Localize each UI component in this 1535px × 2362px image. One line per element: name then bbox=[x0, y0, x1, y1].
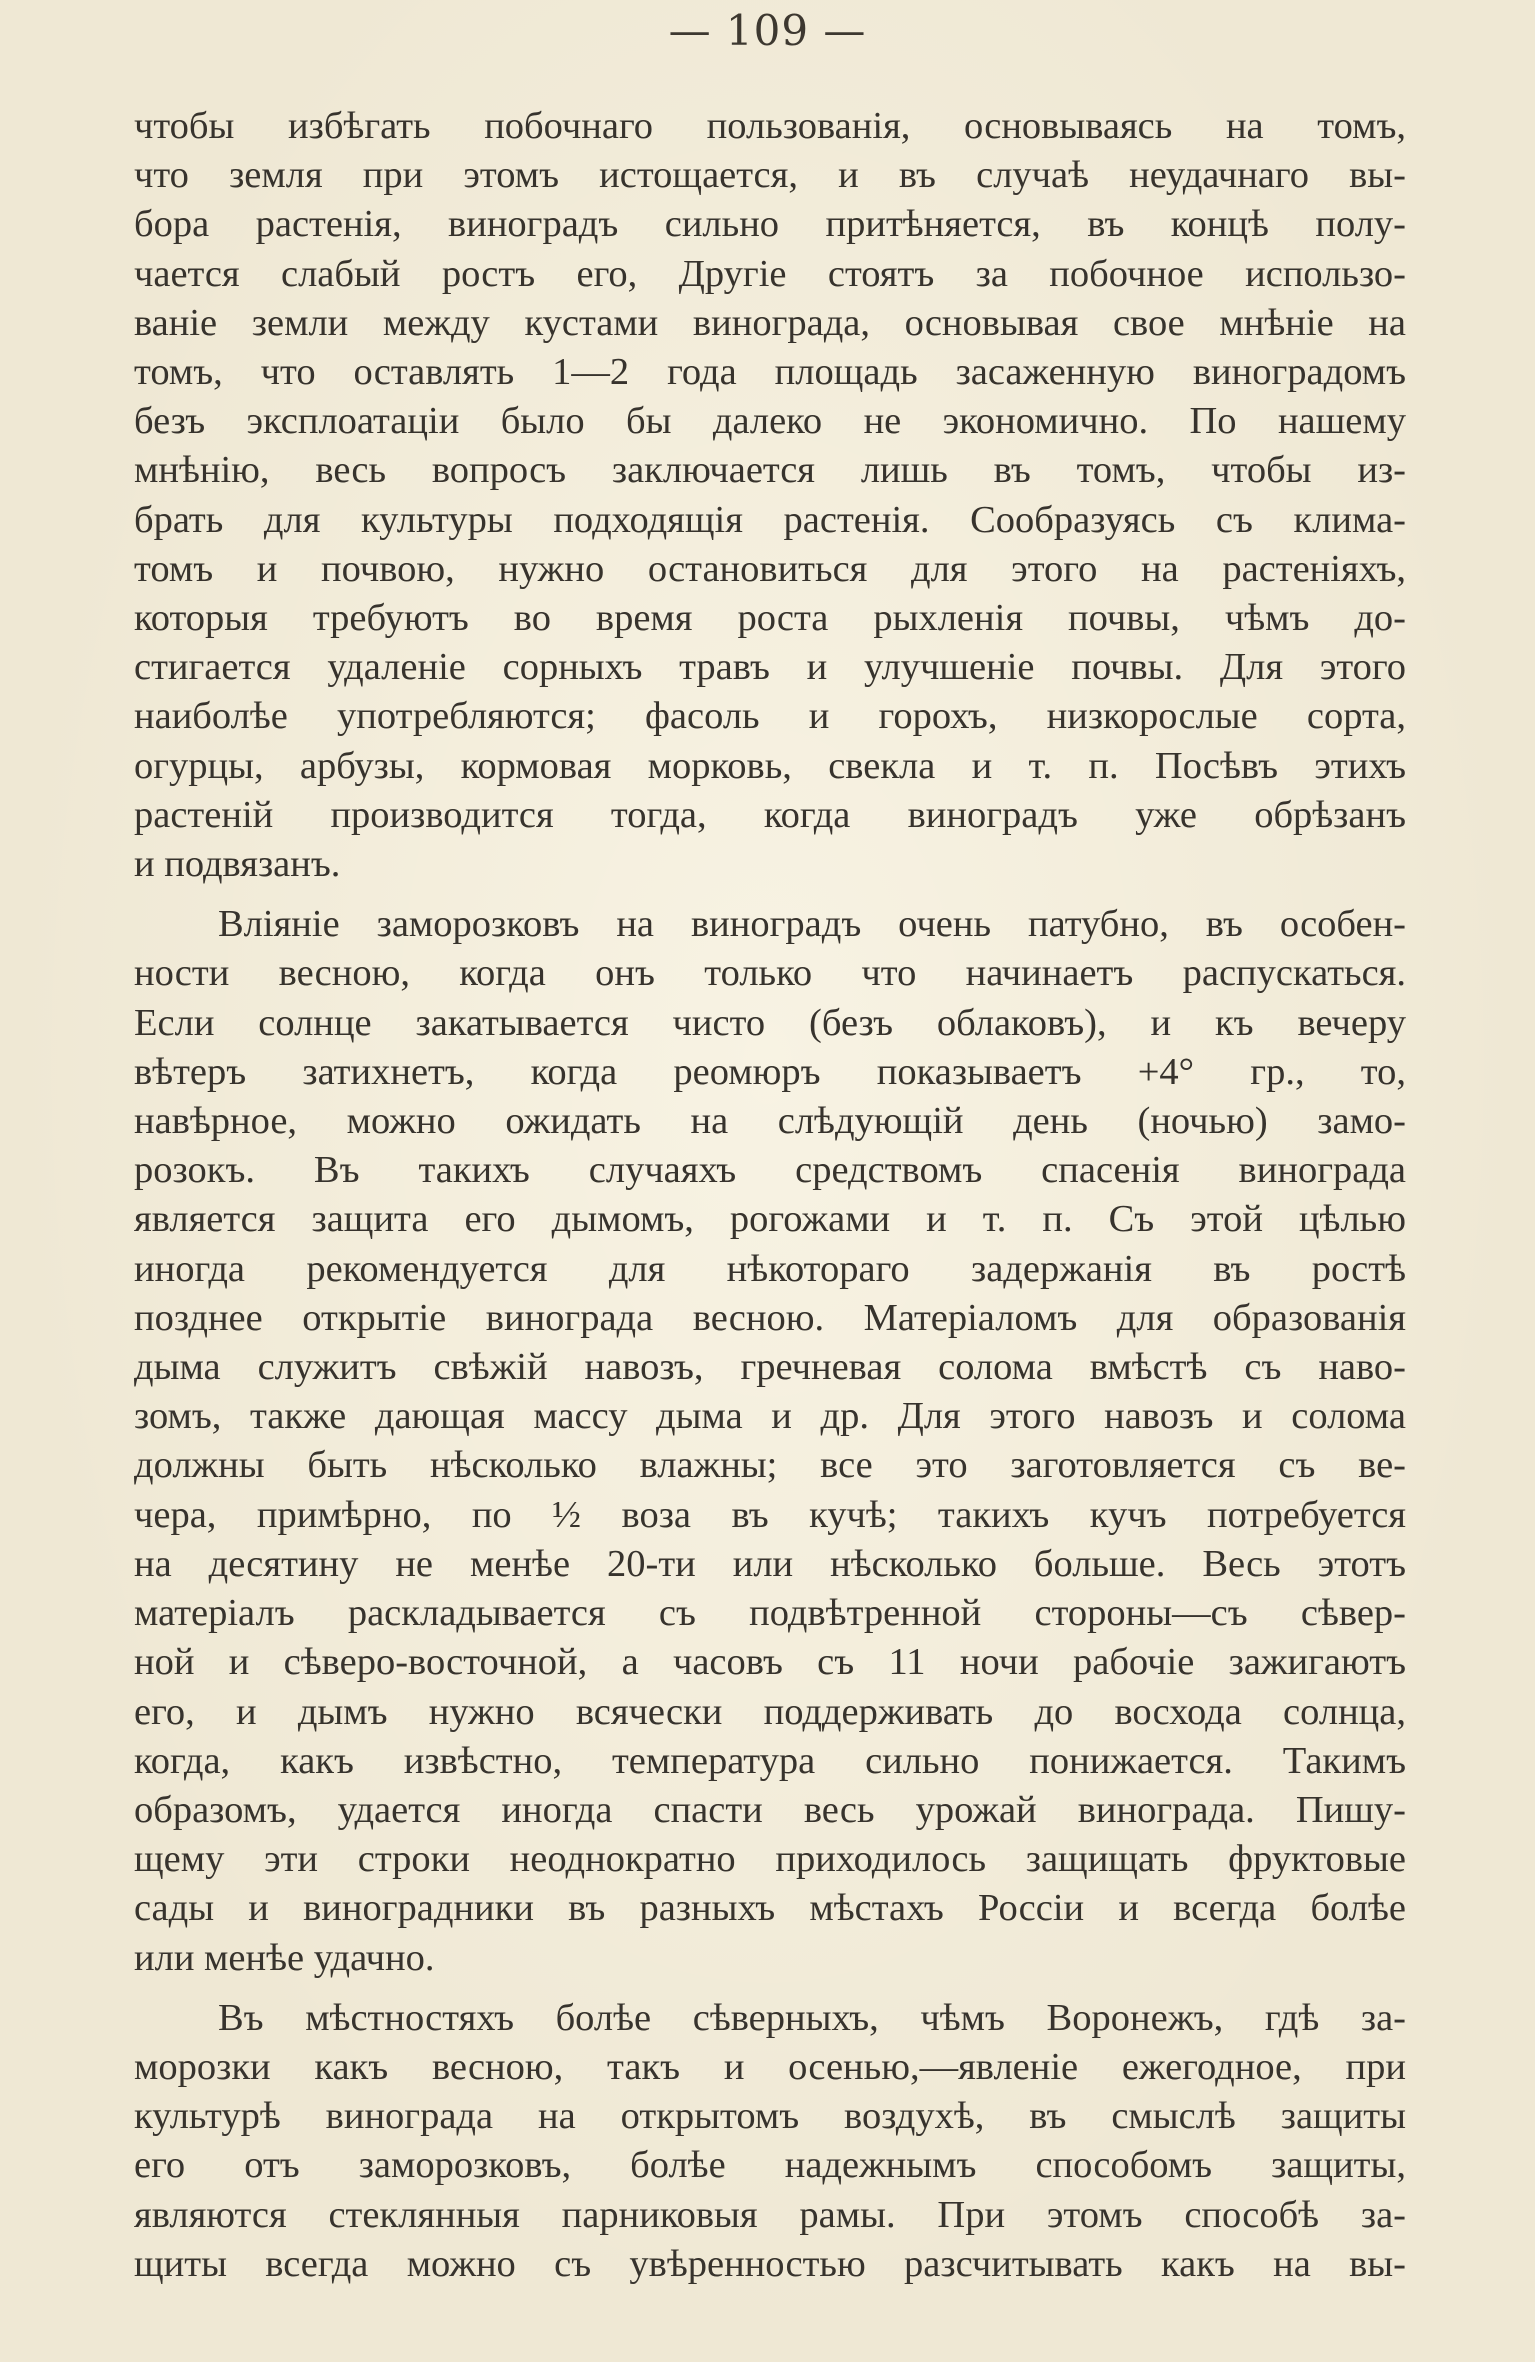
text-line: является защита его дымомъ, рогожами и т. п. Съ этой цѣлью bbox=[134, 1198, 1406, 1241]
text-line: образомъ, удается иногда спасти весь урожай винограда. Пишу- bbox=[134, 1788, 1406, 1831]
text-line: чтобы избѣгать побочнаго пользованія, основываясь на томъ, bbox=[134, 105, 1406, 147]
text-line: зомъ, также дающая массу дыма и др. Для этого навозъ и солома bbox=[134, 1395, 1406, 1438]
text-line: что земля при этомъ истощается, и въ случаѣ неудачнаго вы- bbox=[134, 154, 1406, 197]
paragraph-glass-frames bbox=[134, 1994, 1406, 2289]
text-line: томъ и почвою, нужно остановиться для этого на растеніяхъ, bbox=[134, 547, 1406, 590]
text-line: мнѣнію, весь вопросъ заключается лишь въ томъ, чтобы из- bbox=[134, 449, 1406, 492]
text-line: которыя требуютъ во время роста рыхленія почвы, чѣмъ до- bbox=[134, 597, 1406, 640]
text-line: вѣтеръ затихнетъ, когда реомюръ показываетъ +4° гр., то, bbox=[134, 1050, 1406, 1093]
text-line: его, и дымъ нужно всячески поддерживать до восхода солнца, bbox=[134, 1690, 1406, 1733]
text-line: культурѣ винограда на открытомъ воздухѣ, въ смыслѣ защиты bbox=[134, 2095, 1406, 2138]
body-text bbox=[134, 102, 1406, 2300]
text-line: томъ, что оставлять 1—2 года площадь засаженную виноградомъ bbox=[134, 351, 1406, 394]
text-line: стигается удаленіе сорныхъ травъ и улучшеніе почвы. Для этого bbox=[134, 646, 1406, 689]
text-line: щему эти строки неоднократно приходилось защищать фруктовые bbox=[134, 1838, 1406, 1881]
page-number: — 109 — bbox=[668, 6, 867, 55]
text-line: щиты всегда можно съ увѣренностью разсчитывать какъ на вы- bbox=[134, 2242, 1406, 2285]
text-line: ваніе земли между кустами винограда, основывая свое мнѣніе на bbox=[134, 301, 1406, 344]
text-line: морозки какъ весною, такъ и осенью,—явленіе ежегодное, при bbox=[134, 2045, 1406, 2088]
text-line: наиболѣе употребляются; фасоль и горохъ, низкорослые сорта, bbox=[134, 695, 1406, 738]
text-line: на десятину не менѣе 20-ти или нѣсколько больше. Весь этотъ bbox=[134, 1542, 1406, 1585]
text-line: розокъ. Въ такихъ случаяхъ средствомъ спасенія винограда bbox=[134, 1149, 1406, 1192]
text-line: брать для культуры подходящія растенія. Сообразуясь съ клима- bbox=[134, 498, 1406, 541]
text-line: Въ мѣстностяхъ болѣе сѣверныхъ, чѣмъ Воронежъ, гдѣ за- bbox=[218, 1996, 1406, 2039]
text-line: его отъ заморозковъ, болѣе надежнымъ способомъ защиты, bbox=[134, 2144, 1406, 2187]
text-line: Если солнце закатывается чисто (безъ облаковъ), и къ вечеру bbox=[134, 1001, 1406, 1044]
text-line: иногда рекомендуется для нѣкотораго задержанія въ ростѣ bbox=[134, 1247, 1406, 1290]
text-line: матеріалъ раскладывается съ подвѣтренной стороны—съ сѣвер- bbox=[134, 1592, 1406, 1635]
text-line: безъ эксплоатаціи было бы далеко не экономично. По нашему bbox=[134, 400, 1406, 443]
text-line: когда, какъ извѣстно, температура сильно понижается. Такимъ bbox=[134, 1739, 1406, 1782]
text-line: огурцы, арбузы, кормовая морковь, свекла и т. п. Посѣвъ этихъ bbox=[134, 744, 1406, 787]
text-line: и подвязанъ. bbox=[134, 843, 341, 886]
text-line: являются стеклянныя парниковыя рамы. При этомъ способѣ за- bbox=[134, 2193, 1406, 2236]
text-line: бора растенія, виноградъ сильно притѣняется, въ концѣ полу- bbox=[134, 203, 1406, 246]
text-line: чается слабый ростъ его, Другіе стоятъ за побочное использо- bbox=[134, 252, 1406, 295]
paragraph-frost bbox=[134, 900, 1406, 1982]
text-line: дыма служитъ свѣжій навозъ, гречневая солома вмѣстѣ съ наво- bbox=[134, 1346, 1406, 1389]
text-line: ности весною, когда онъ только что начинаетъ распускаться. bbox=[134, 952, 1406, 995]
text-line: должны быть нѣсколько влажны; все это заготовляется съ ве- bbox=[134, 1444, 1406, 1487]
text-line: позднее открытіе винограда весною. Матеріаломъ для образованія bbox=[134, 1296, 1406, 1339]
text-line: ной и сѣверо-восточной, а часовъ съ 11 ночи рабочіе зажигаютъ bbox=[134, 1641, 1406, 1684]
text-line: Вліяніе заморозковъ на виноградъ очень патубно, въ особен- bbox=[218, 903, 1406, 946]
paragraph-intercropping bbox=[134, 102, 1406, 889]
text-line: чера, примѣрно, по ½ воза въ кучѣ; такихъ кучъ потребуется bbox=[134, 1493, 1406, 1536]
text-line: сады и виноградники въ разныхъ мѣстахъ Россіи и всегда болѣе bbox=[134, 1887, 1406, 1930]
text-line: растеній производится тогда, когда виноградъ уже обрѣзанъ bbox=[134, 793, 1406, 836]
text-line: или менѣе удачно. bbox=[134, 1936, 435, 1979]
text-line: навѣрное, можно ожидать на слѣдующій день (ночью) замо- bbox=[134, 1100, 1406, 1143]
